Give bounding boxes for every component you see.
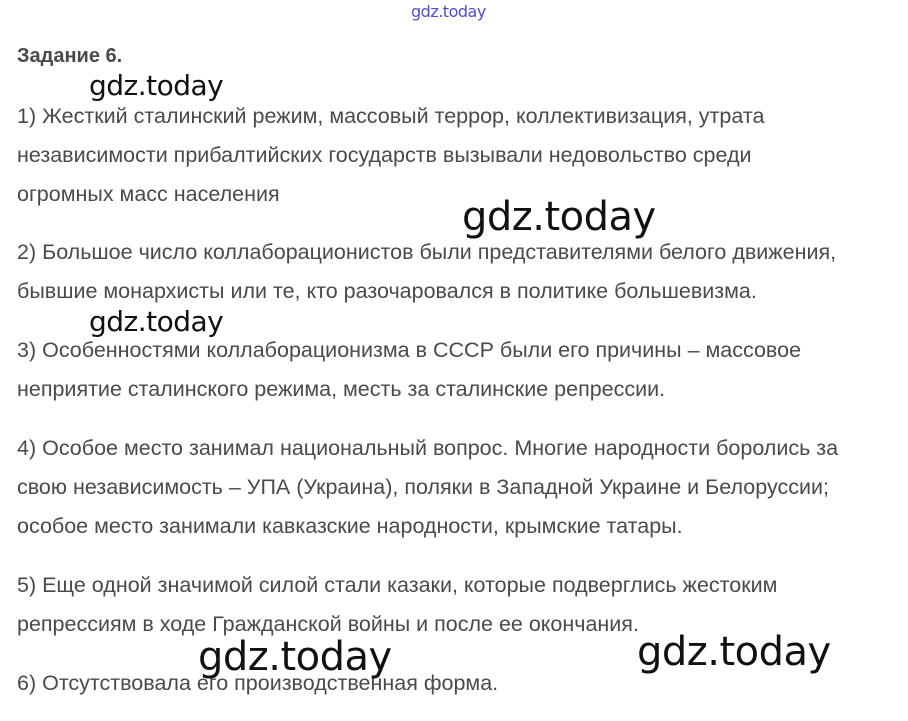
watermark: gdz.today xyxy=(462,194,656,240)
answer-line: 5) Еще одной значимой силой стали казаки, которые подверглись жестоким xyxy=(17,573,778,597)
answer-2 xyxy=(17,233,902,311)
answer-line: 4) Особое место занимал национальный вопрос. Многие народности боролись за xyxy=(17,436,839,460)
answer-4 xyxy=(17,429,902,546)
answer-list xyxy=(17,97,902,703)
answer-line: 3) Особенностями коллаборационизма в СССР были его причины – массовое xyxy=(17,338,802,362)
task-title: Задание 6. xyxy=(17,45,123,67)
answer-line: независимости прибалтийских государств вызывали недовольство среди xyxy=(17,143,752,167)
watermark: gdz.today xyxy=(637,629,831,675)
answer-line: 6) Отсутствовала его производственная форма. xyxy=(17,671,499,695)
watermark: gdz.today xyxy=(89,305,224,338)
answer-line: огромных масс населения xyxy=(17,182,280,206)
answer-line: бывшие монархисты или те, кто разочаровался в политике большевизма. xyxy=(17,279,757,303)
answer-line: 1) Жесткий сталинский режим, массовый террор, коллективизация, утрата xyxy=(17,104,765,128)
answer-line: репрессиям в ходе Гражданской войны и после ее окончания. xyxy=(17,612,639,636)
answer-line: неприятие сталинского режима, месть за сталинские репрессии. xyxy=(17,377,666,401)
answer-line: свою независимость – УПА (Украина), поляки в Западной Украине и Белоруссии; xyxy=(17,475,829,499)
answer-line: 2) Большое число коллаборационистов были представителями белого движения, xyxy=(17,240,837,264)
answer-1 xyxy=(17,97,902,214)
answer-line: особое место занимали кавказские народности, крымские татары. xyxy=(17,514,683,538)
watermark: gdz.today xyxy=(198,634,392,680)
answer-3 xyxy=(17,331,902,409)
watermark: gdz.today xyxy=(89,69,224,102)
site-watermark-top: gdz.today xyxy=(411,2,486,21)
